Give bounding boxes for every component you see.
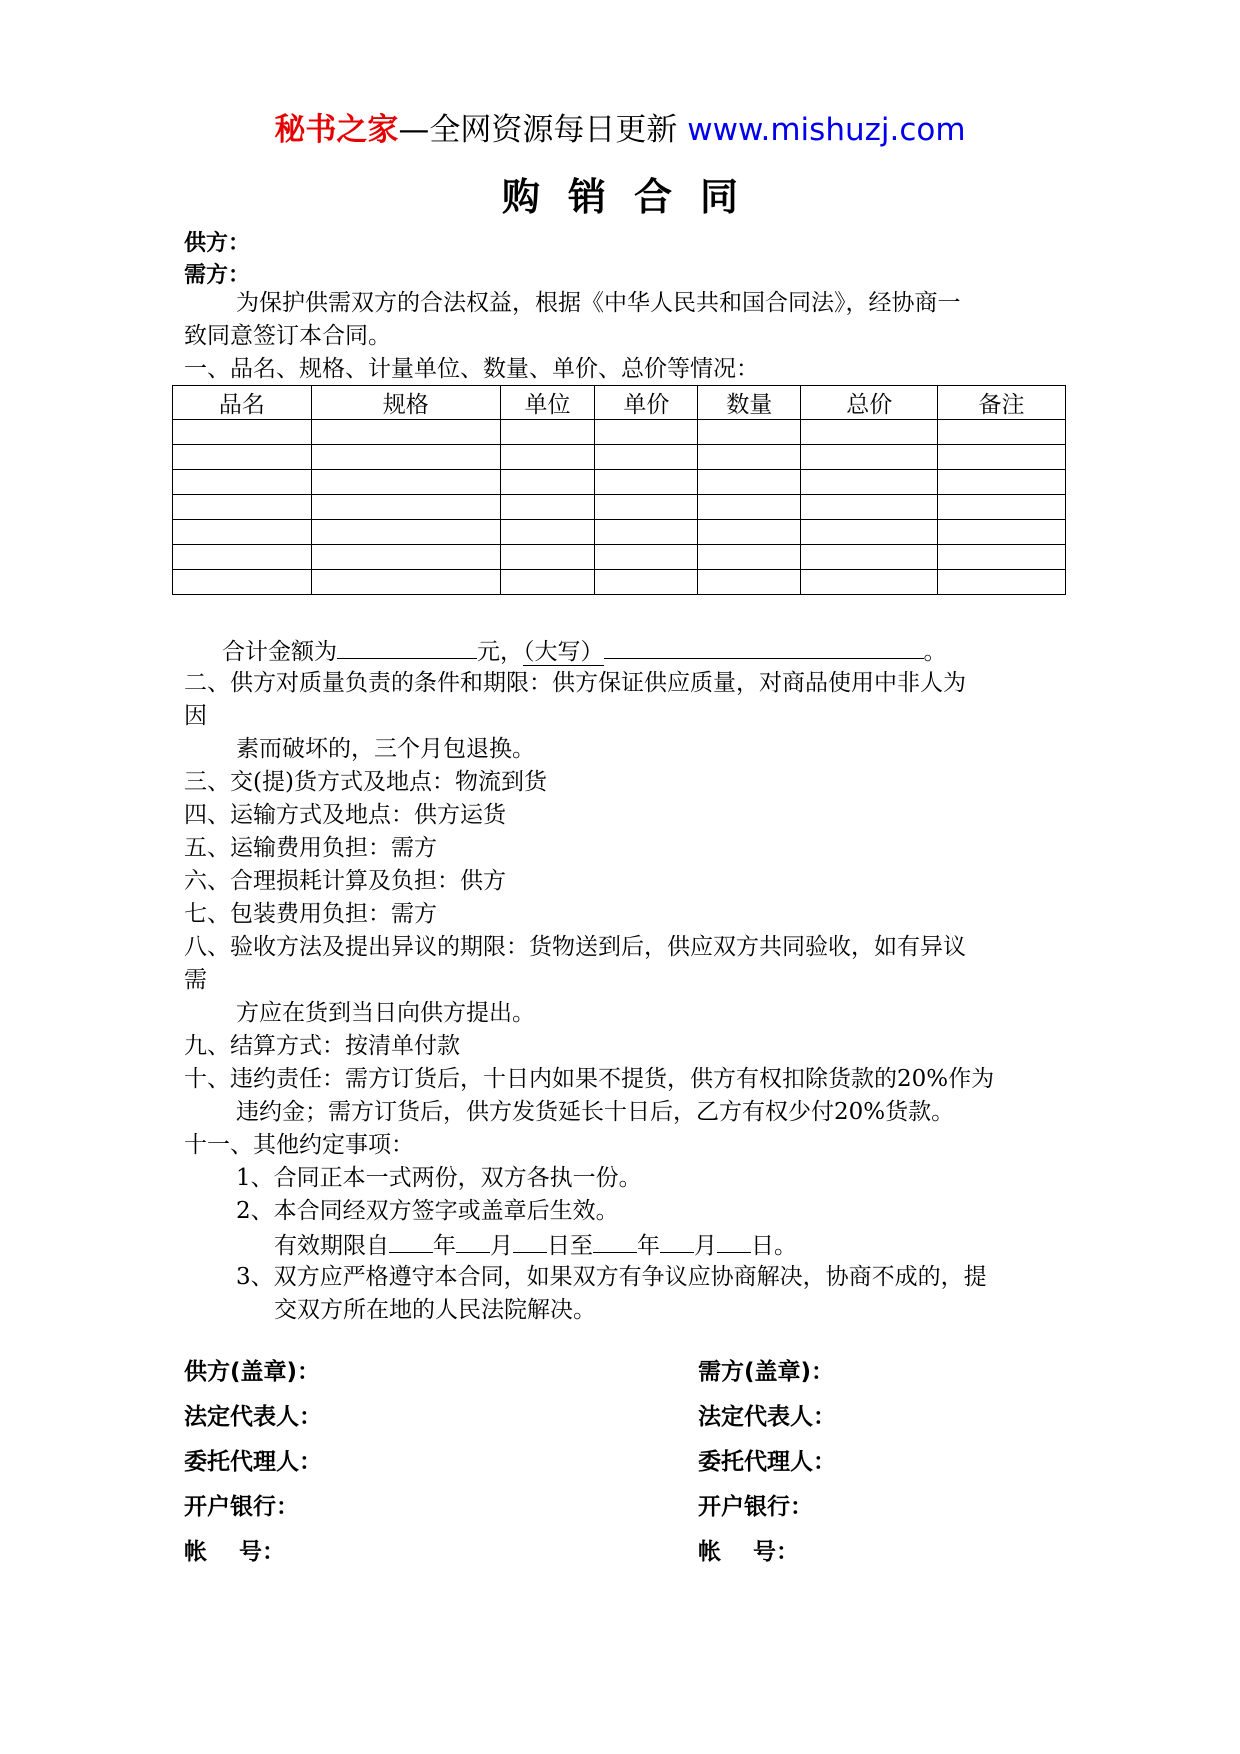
- supplier-account-label: 帐 号：: [184, 1539, 286, 1565]
- clause-2-line-3: 素而破坏的，三个月包退换。: [236, 736, 535, 762]
- table-cell[interactable]: [938, 545, 1066, 570]
- header-cell-total: 总价: [801, 386, 938, 420]
- table-cell[interactable]: [698, 570, 801, 595]
- table-cell[interactable]: [595, 420, 698, 445]
- clause-7: 七、包装费用负担：需方: [184, 901, 437, 927]
- table-cell[interactable]: [938, 520, 1066, 545]
- validity-start-year-blank[interactable]: [389, 1228, 433, 1253]
- header-cell-quantity: 数量: [698, 386, 801, 420]
- total-unit: 元，: [477, 639, 523, 665]
- buyer-bank-label: 开户银行：: [698, 1494, 813, 1520]
- table-cell[interactable]: [311, 445, 500, 470]
- validity-start-month-blank[interactable]: [456, 1228, 490, 1253]
- supplier-legal-rep-label: 法定代表人：: [184, 1404, 322, 1430]
- table-cell[interactable]: [173, 495, 312, 520]
- validity-end-month-label: 月: [694, 1233, 717, 1259]
- validity-prefix: 有效期限自: [274, 1233, 389, 1259]
- table-cell[interactable]: [698, 445, 801, 470]
- validity-end-year-label: 年: [637, 1233, 660, 1259]
- buyer-account-label: 帐 号：: [698, 1539, 800, 1565]
- table-cell[interactable]: [311, 470, 500, 495]
- table-row: [173, 420, 1066, 445]
- goods-table: [172, 385, 1066, 595]
- table-cell[interactable]: [938, 570, 1066, 595]
- table-cell[interactable]: [311, 570, 500, 595]
- table-cell[interactable]: [595, 470, 698, 495]
- validity-month-label: 月: [490, 1233, 513, 1259]
- total-daxie-label: （大写）: [523, 639, 604, 665]
- supplier-bank-label: 开户银行：: [184, 1494, 299, 1520]
- site-url-link[interactable]: www.mishuzj.com: [687, 112, 966, 148]
- table-cell[interactable]: [500, 570, 595, 595]
- clause-2-line-2: 因: [184, 703, 207, 729]
- total-prefix: 合计金额为: [222, 639, 337, 665]
- table-cell[interactable]: [311, 545, 500, 570]
- table-cell[interactable]: [311, 420, 500, 445]
- validity-end-day-label: 日。: [751, 1233, 797, 1259]
- table-cell[interactable]: [173, 570, 312, 595]
- table-cell[interactable]: [801, 570, 938, 595]
- validity-end-year-blank[interactable]: [593, 1228, 637, 1253]
- supplier-label: 供方：: [184, 231, 251, 256]
- table-cell[interactable]: [173, 420, 312, 445]
- table-cell[interactable]: [173, 545, 312, 570]
- table-cell[interactable]: [500, 545, 595, 570]
- table-cell[interactable]: [938, 495, 1066, 520]
- validity-start-day-blank[interactable]: [513, 1228, 547, 1253]
- intro-line-2: 致同意签订本合同。: [184, 323, 391, 349]
- table-row: [173, 495, 1066, 520]
- clause-5: 五、运输费用负担：需方: [184, 835, 437, 861]
- table-cell[interactable]: [801, 420, 938, 445]
- clause-9: 九、结算方式：按清单付款: [184, 1033, 460, 1059]
- site-slogan: —全网资源每日更新: [398, 112, 688, 148]
- header-cell-unit-price: 单价: [595, 386, 698, 420]
- table-cell[interactable]: [173, 470, 312, 495]
- table-cell[interactable]: [311, 520, 500, 545]
- header-cell-unit: 单位: [500, 386, 595, 420]
- table-cell[interactable]: [801, 495, 938, 520]
- header-cell-spec: 规格: [311, 386, 500, 420]
- total-amount-blank[interactable]: [337, 634, 477, 659]
- table-cell[interactable]: [500, 445, 595, 470]
- table-cell[interactable]: [698, 495, 801, 520]
- table-row: [173, 445, 1066, 470]
- clause-11-item-3-line-1: 3、双方应严格遵守本合同，如果双方有争议应协商解决，协商不成的，提: [236, 1264, 987, 1290]
- table-cell[interactable]: [173, 520, 312, 545]
- table-cell[interactable]: [801, 545, 938, 570]
- clause-8-line-1: 八、验收方法及提出异议的期限：货物送到后，供应双方共同验收，如有异议: [184, 934, 966, 960]
- table-cell[interactable]: [938, 470, 1066, 495]
- table-cell[interactable]: [938, 420, 1066, 445]
- total-daxie-blank[interactable]: [604, 634, 924, 659]
- buyer-seal-label: 需方(盖章)：: [698, 1359, 835, 1385]
- clause-11-item-2: 2、本合同经双方签字或盖章后生效。: [236, 1198, 619, 1224]
- clause-11: 十一、其他约定事项：: [184, 1132, 414, 1158]
- site-brand: 秘书之家: [274, 112, 399, 148]
- table-cell[interactable]: [500, 470, 595, 495]
- buyer-agent-label: 委托代理人：: [698, 1449, 836, 1475]
- table-cell[interactable]: [698, 520, 801, 545]
- supplier-seal-label: 供方(盖章)：: [184, 1359, 321, 1385]
- site-header: [0, 104, 1240, 149]
- total-end: 。: [923, 639, 947, 665]
- clause-11-item-1: 1、合同正本一式两份，双方各执一份。: [236, 1165, 642, 1191]
- clause-3: 三、交(提)货方式及地点：物流到货: [184, 769, 547, 795]
- clause-6: 六、合理损耗计算及负担：供方: [184, 868, 506, 894]
- supplier-agent-label: 委托代理人：: [184, 1449, 322, 1475]
- table-cell[interactable]: [801, 445, 938, 470]
- table-cell[interactable]: [801, 470, 938, 495]
- document-title: 购销合同: [501, 175, 766, 219]
- clause-11-item-3-line-2: 交双方所在地的人民法院解决。: [274, 1297, 596, 1323]
- table-cell[interactable]: [173, 445, 312, 470]
- intro-line-1: 为保护供需双方的合法权益，根据《中华人民共和国合同法》，经协商一: [236, 290, 961, 316]
- table-row: [173, 545, 1066, 570]
- table-cell[interactable]: [698, 420, 801, 445]
- validity-end-month-blank[interactable]: [660, 1228, 694, 1253]
- total-amount-line: [222, 634, 947, 669]
- table-cell[interactable]: [801, 520, 938, 545]
- table-cell[interactable]: [595, 545, 698, 570]
- validity-end-day-blank[interactable]: [717, 1228, 751, 1253]
- table-cell[interactable]: [595, 445, 698, 470]
- clause-10-line-1: 十、违约责任：需方订货后，十日内如果不提货，供方有权扣除货款的20%作为: [184, 1066, 995, 1092]
- table-cell[interactable]: [698, 470, 801, 495]
- header-cell-remark: 备注: [938, 386, 1066, 420]
- table-cell[interactable]: [698, 545, 801, 570]
- table-body: [173, 420, 1066, 595]
- header-cell-name: 品名: [173, 386, 312, 420]
- table-row: [173, 570, 1066, 595]
- validity-line: [274, 1228, 797, 1263]
- table-row: [173, 520, 1066, 545]
- table-cell[interactable]: [311, 495, 500, 520]
- table-header-row: [173, 386, 1066, 420]
- validity-year-label: 年: [433, 1233, 456, 1259]
- clause-8-line-2: 需: [184, 967, 207, 993]
- clause-8-line-3: 方应在货到当日向供方提出。: [236, 1000, 535, 1026]
- buyer-legal-rep-label: 法定代表人：: [698, 1404, 836, 1430]
- table-cell[interactable]: [500, 520, 595, 545]
- table-cell[interactable]: [595, 520, 698, 545]
- table-cell[interactable]: [595, 495, 698, 520]
- clause-4: 四、运输方式及地点：供方运货: [184, 802, 506, 828]
- clause-10-line-2: 违约金；需方订货后，供方发货延长十日后，乙方有权少付20%货款。: [236, 1099, 955, 1125]
- table-cell[interactable]: [500, 420, 595, 445]
- table-cell[interactable]: [938, 445, 1066, 470]
- buyer-label: 需方：: [184, 263, 251, 288]
- table-row: [173, 470, 1066, 495]
- table-cell[interactable]: [500, 495, 595, 520]
- section-1-heading: 一、品名、规格、计量单位、数量、单价、总价等情况：: [184, 356, 759, 382]
- clause-2-line-1: 二、供方对质量负责的条件和期限：供方保证供应质量，对商品使用中非人为: [184, 670, 966, 696]
- validity-day-to-label: 日至: [547, 1233, 593, 1259]
- table-cell[interactable]: [595, 570, 698, 595]
